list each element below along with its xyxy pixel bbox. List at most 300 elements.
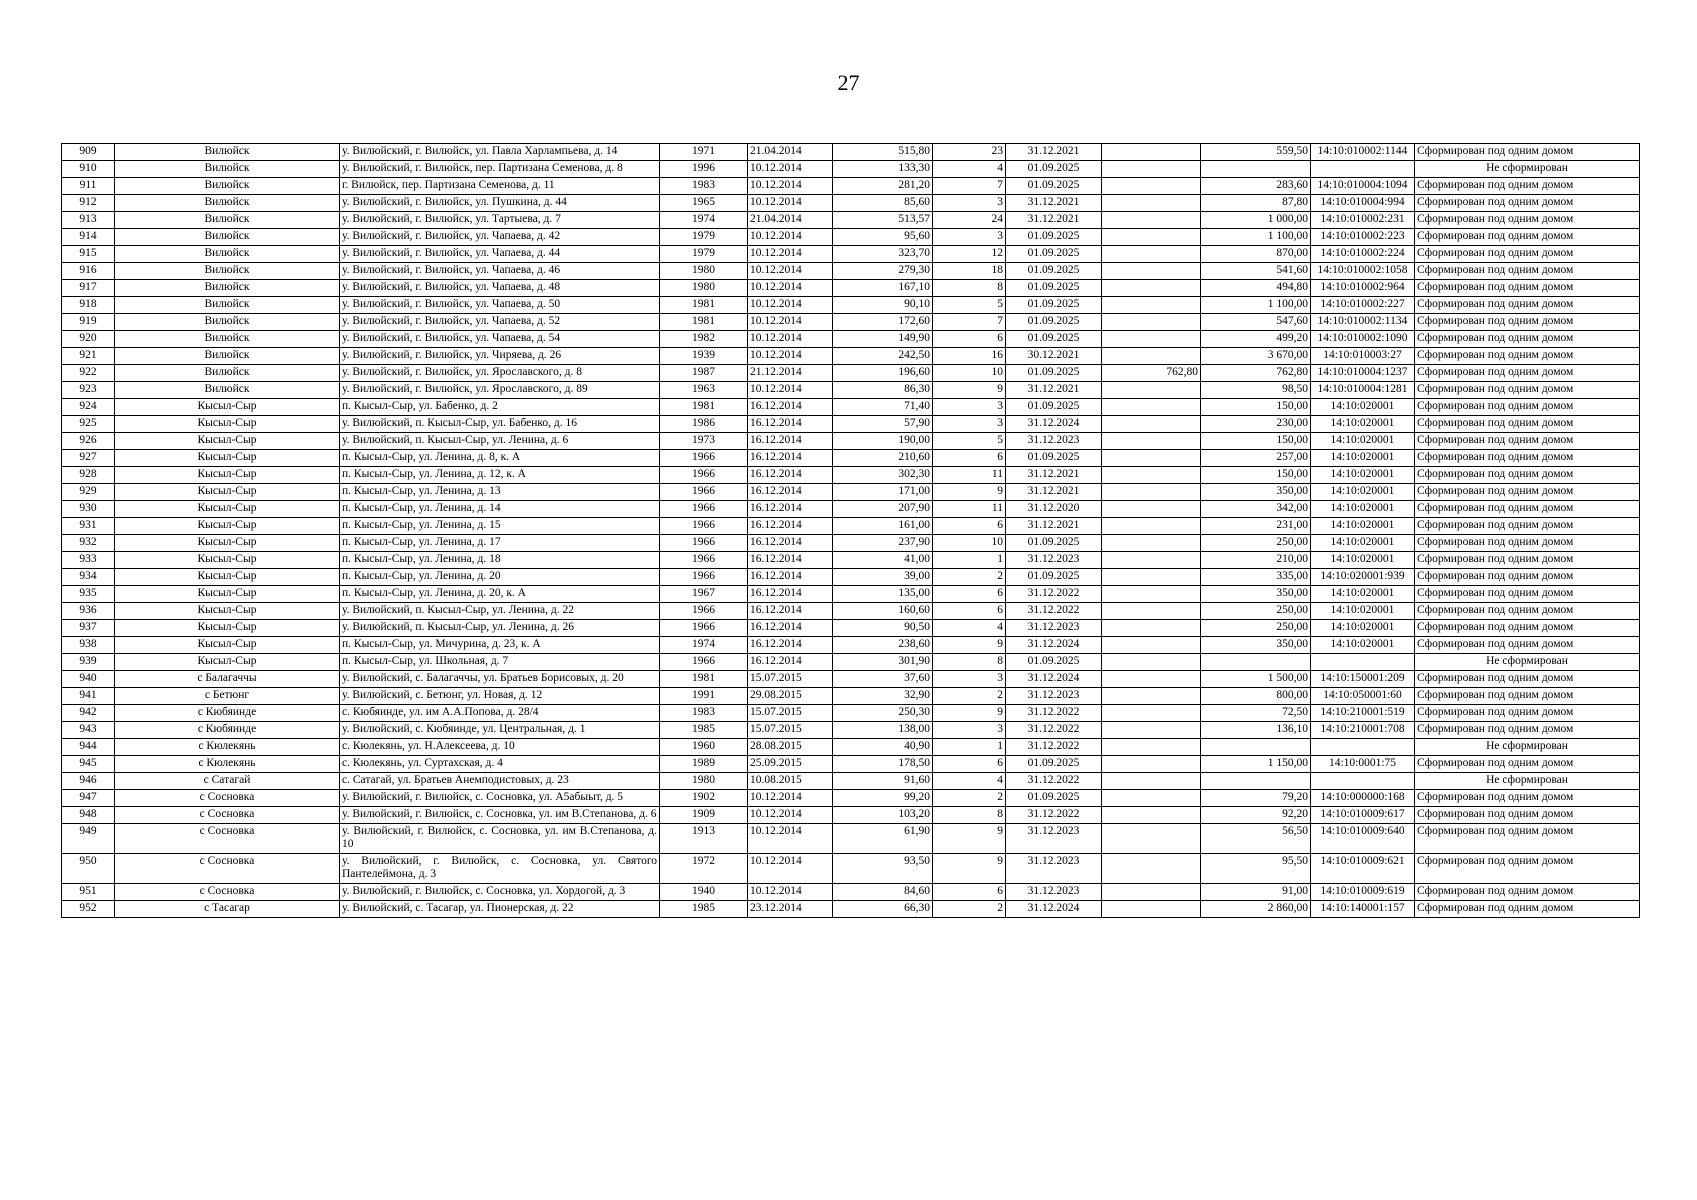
build-year-cell: 1939 bbox=[660, 348, 748, 365]
extra-area-cell bbox=[1102, 854, 1201, 884]
relocation-deadline-cell: 01.09.2025 bbox=[1006, 161, 1102, 178]
row-number-cell: 949 bbox=[62, 824, 115, 854]
row-number-cell: 952 bbox=[62, 901, 115, 918]
resident-count-cell: 7 bbox=[933, 314, 1006, 331]
extra-area-cell bbox=[1102, 518, 1201, 535]
build-year-cell: 1982 bbox=[660, 331, 748, 348]
extra-area-cell bbox=[1102, 722, 1201, 739]
row-number-cell: 948 bbox=[62, 807, 115, 824]
table-row bbox=[62, 161, 1640, 178]
land-status-cell: Сформирован под одним домом bbox=[1415, 467, 1640, 484]
resident-count-cell: 9 bbox=[933, 382, 1006, 399]
land-status-cell: Сформирован под одним домом bbox=[1415, 297, 1640, 314]
locality-cell: Вилюйск bbox=[115, 365, 340, 382]
row-number-cell: 930 bbox=[62, 501, 115, 518]
table-row bbox=[62, 790, 1640, 807]
extra-area-cell bbox=[1102, 382, 1201, 399]
extra-area-cell bbox=[1102, 620, 1201, 637]
cadastral-number-cell: 14:10:010002:223 bbox=[1311, 229, 1415, 246]
land-area-cell: 150,00 bbox=[1201, 399, 1311, 416]
land-area-cell: 230,00 bbox=[1201, 416, 1311, 433]
inclusion-date-cell: 15.07.2015 bbox=[748, 705, 833, 722]
relocation-deadline-cell: 31.12.2021 bbox=[1006, 195, 1102, 212]
address-cell: у. Вилюйский, п. Кысыл-Сыр, ул. Ленина, д. 22 bbox=[340, 603, 660, 620]
cadastral-number-cell: 14:10:020001 bbox=[1311, 416, 1415, 433]
resident-count-cell: 1 bbox=[933, 739, 1006, 756]
inclusion-date-cell: 16.12.2014 bbox=[748, 535, 833, 552]
extra-area-cell bbox=[1102, 178, 1201, 195]
locality-cell: с Сосновка bbox=[115, 790, 340, 807]
address-cell: у. Вилюйский, г. Вилюйск, ул. Чапаева, д. 52 bbox=[340, 314, 660, 331]
locality-cell: Кысыл-Сыр bbox=[115, 603, 340, 620]
inclusion-date-cell: 16.12.2014 bbox=[748, 586, 833, 603]
land-status-cell: Сформирован под одним домом bbox=[1415, 884, 1640, 901]
extra-area-cell bbox=[1102, 569, 1201, 586]
cadastral-number-cell: 14:10:010002:1058 bbox=[1311, 263, 1415, 280]
table-row bbox=[62, 263, 1640, 280]
build-year-cell: 1981 bbox=[660, 671, 748, 688]
resident-count-cell: 3 bbox=[933, 195, 1006, 212]
extra-area-cell bbox=[1102, 433, 1201, 450]
inclusion-date-cell: 15.07.2015 bbox=[748, 722, 833, 739]
living-area-cell: 37,60 bbox=[833, 671, 933, 688]
land-status-cell: Сформирован под одним домом bbox=[1415, 229, 1640, 246]
cadastral-number-cell: 14:10:010009:640 bbox=[1311, 824, 1415, 854]
resident-count-cell: 6 bbox=[933, 756, 1006, 773]
resident-count-cell: 10 bbox=[933, 365, 1006, 382]
address-cell: п. Кысыл-Сыр, ул. Ленина, д. 15 bbox=[340, 518, 660, 535]
living-area-cell: 95,60 bbox=[833, 229, 933, 246]
locality-cell: Вилюйск bbox=[115, 263, 340, 280]
build-year-cell: 1966 bbox=[660, 484, 748, 501]
table-row bbox=[62, 484, 1640, 501]
locality-cell: Вилюйск bbox=[115, 280, 340, 297]
table-row bbox=[62, 467, 1640, 484]
land-area-cell: 87,80 bbox=[1201, 195, 1311, 212]
table-row bbox=[62, 195, 1640, 212]
inclusion-date-cell: 28.08.2015 bbox=[748, 739, 833, 756]
address-cell: с. Кюлекянь, ул. Н.Алексеева, д. 10 bbox=[340, 739, 660, 756]
inclusion-date-cell: 10.12.2014 bbox=[748, 884, 833, 901]
extra-area-cell bbox=[1102, 144, 1201, 161]
build-year-cell: 1902 bbox=[660, 790, 748, 807]
build-year-cell: 1986 bbox=[660, 416, 748, 433]
table-row bbox=[62, 246, 1640, 263]
extra-area-cell bbox=[1102, 773, 1201, 790]
land-area-cell: 541,60 bbox=[1201, 263, 1311, 280]
cadastral-number-cell: 14:10:020001 bbox=[1311, 535, 1415, 552]
address-cell: п. Кысыл-Сыр, ул. Бабенко, д. 2 bbox=[340, 399, 660, 416]
extra-area-cell bbox=[1102, 705, 1201, 722]
relocation-deadline-cell: 31.12.2024 bbox=[1006, 416, 1102, 433]
resident-count-cell: 1 bbox=[933, 552, 1006, 569]
living-area-cell: 210,60 bbox=[833, 450, 933, 467]
build-year-cell: 1980 bbox=[660, 773, 748, 790]
living-area-cell: 103,20 bbox=[833, 807, 933, 824]
cadastral-number-cell: 14:10:050001:60 bbox=[1311, 688, 1415, 705]
extra-area-cell bbox=[1102, 901, 1201, 918]
inclusion-date-cell: 16.12.2014 bbox=[748, 501, 833, 518]
address-cell: у. Вилюйский, г. Вилюйск, ул. Чапаева, д. 48 bbox=[340, 280, 660, 297]
row-number-cell: 928 bbox=[62, 467, 115, 484]
resident-count-cell: 4 bbox=[933, 161, 1006, 178]
cadastral-number-cell: 14:10:020001 bbox=[1311, 433, 1415, 450]
table-row bbox=[62, 654, 1640, 671]
resident-count-cell: 4 bbox=[933, 620, 1006, 637]
land-status-cell: Сформирован под одним домом bbox=[1415, 586, 1640, 603]
cadastral-number-cell: 14:10:020001:939 bbox=[1311, 569, 1415, 586]
inclusion-date-cell: 21.04.2014 bbox=[748, 144, 833, 161]
build-year-cell: 1987 bbox=[660, 365, 748, 382]
inclusion-date-cell: 25.09.2015 bbox=[748, 756, 833, 773]
land-area-cell: 92,20 bbox=[1201, 807, 1311, 824]
locality-cell: Вилюйск bbox=[115, 331, 340, 348]
land-area-cell: 250,00 bbox=[1201, 535, 1311, 552]
build-year-cell: 1981 bbox=[660, 399, 748, 416]
land-area-cell: 350,00 bbox=[1201, 637, 1311, 654]
land-status-cell: Сформирован под одним домом bbox=[1415, 552, 1640, 569]
living-area-cell: 160,60 bbox=[833, 603, 933, 620]
cadastral-number-cell: 14:10:140001:157 bbox=[1311, 901, 1415, 918]
relocation-deadline-cell: 01.09.2025 bbox=[1006, 314, 1102, 331]
land-area-cell: 72,50 bbox=[1201, 705, 1311, 722]
extra-area-cell bbox=[1102, 399, 1201, 416]
build-year-cell: 1989 bbox=[660, 756, 748, 773]
inclusion-date-cell: 15.07.2015 bbox=[748, 671, 833, 688]
row-number-cell: 925 bbox=[62, 416, 115, 433]
table-row bbox=[62, 854, 1640, 884]
cadastral-number-cell: 14:10:210001:519 bbox=[1311, 705, 1415, 722]
land-area-cell bbox=[1201, 773, 1311, 790]
living-area-cell: 99,20 bbox=[833, 790, 933, 807]
relocation-deadline-cell: 31.12.2023 bbox=[1006, 433, 1102, 450]
resident-count-cell: 4 bbox=[933, 773, 1006, 790]
row-number-cell: 924 bbox=[62, 399, 115, 416]
cadastral-number-cell: 14:10:020001 bbox=[1311, 450, 1415, 467]
resident-count-cell: 2 bbox=[933, 790, 1006, 807]
living-area-cell: 93,50 bbox=[833, 854, 933, 884]
row-number-cell: 943 bbox=[62, 722, 115, 739]
cadastral-number-cell: 14:10:010002:1144 bbox=[1311, 144, 1415, 161]
build-year-cell: 1966 bbox=[660, 501, 748, 518]
living-area-cell: 515,80 bbox=[833, 144, 933, 161]
relocation-deadline-cell: 31.12.2023 bbox=[1006, 854, 1102, 884]
cadastral-number-cell: 14:10:020001 bbox=[1311, 637, 1415, 654]
cadastral-number-cell: 14:10:210001:708 bbox=[1311, 722, 1415, 739]
relocation-deadline-cell: 01.09.2025 bbox=[1006, 263, 1102, 280]
table-row bbox=[62, 722, 1640, 739]
land-status-cell: Не сформирован bbox=[1415, 161, 1640, 178]
cadastral-number-cell bbox=[1311, 654, 1415, 671]
living-area-cell: 41,00 bbox=[833, 552, 933, 569]
relocation-deadline-cell: 01.09.2025 bbox=[1006, 246, 1102, 263]
row-number-cell: 936 bbox=[62, 603, 115, 620]
extra-area-cell bbox=[1102, 195, 1201, 212]
land-status-cell: Сформирован под одним домом bbox=[1415, 433, 1640, 450]
locality-cell: с Сосновка bbox=[115, 884, 340, 901]
land-status-cell: Сформирован под одним домом bbox=[1415, 450, 1640, 467]
table-row bbox=[62, 535, 1640, 552]
table-row bbox=[62, 824, 1640, 854]
table-row bbox=[62, 773, 1640, 790]
address-cell: у. Вилюйский, п. Кысыл-Сыр, ул. Ленина, д. 6 bbox=[340, 433, 660, 450]
relocation-deadline-cell: 31.12.2021 bbox=[1006, 467, 1102, 484]
land-status-cell: Сформирован под одним домом bbox=[1415, 399, 1640, 416]
cadastral-number-cell: 14:10:150001:209 bbox=[1311, 671, 1415, 688]
table-row bbox=[62, 620, 1640, 637]
address-cell: п. Кысыл-Сыр, ул. Ленина, д. 17 bbox=[340, 535, 660, 552]
resident-count-cell: 9 bbox=[933, 484, 1006, 501]
cadastral-number-cell: 14:10:020001 bbox=[1311, 603, 1415, 620]
locality-cell: Вилюйск bbox=[115, 246, 340, 263]
table-row bbox=[62, 501, 1640, 518]
relocation-deadline-cell: 01.09.2025 bbox=[1006, 399, 1102, 416]
locality-cell: Вилюйск bbox=[115, 144, 340, 161]
build-year-cell: 1966 bbox=[660, 450, 748, 467]
locality-cell: Кысыл-Сыр bbox=[115, 399, 340, 416]
resident-count-cell: 6 bbox=[933, 603, 1006, 620]
land-status-cell: Сформирован под одним домом bbox=[1415, 195, 1640, 212]
address-cell: п. Кысыл-Сыр, ул. Ленина, д. 12, к. А bbox=[340, 467, 660, 484]
resident-count-cell: 11 bbox=[933, 501, 1006, 518]
land-area-cell: 79,20 bbox=[1201, 790, 1311, 807]
table-row bbox=[62, 212, 1640, 229]
build-year-cell: 1996 bbox=[660, 161, 748, 178]
living-area-cell: 84,60 bbox=[833, 884, 933, 901]
row-number-cell: 923 bbox=[62, 382, 115, 399]
row-number-cell: 910 bbox=[62, 161, 115, 178]
row-number-cell: 932 bbox=[62, 535, 115, 552]
land-area-cell: 762,80 bbox=[1201, 365, 1311, 382]
land-area-cell: 257,00 bbox=[1201, 450, 1311, 467]
inclusion-date-cell: 16.12.2014 bbox=[748, 637, 833, 654]
build-year-cell: 1913 bbox=[660, 824, 748, 854]
build-year-cell: 1966 bbox=[660, 535, 748, 552]
relocation-deadline-cell: 01.09.2025 bbox=[1006, 280, 1102, 297]
cadastral-number-cell: 14:10:020001 bbox=[1311, 399, 1415, 416]
living-area-cell: 57,90 bbox=[833, 416, 933, 433]
living-area-cell: 301,90 bbox=[833, 654, 933, 671]
inclusion-date-cell: 16.12.2014 bbox=[748, 450, 833, 467]
land-status-cell: Сформирован под одним домом bbox=[1415, 416, 1640, 433]
locality-cell: Вилюйск bbox=[115, 161, 340, 178]
resident-count-cell: 11 bbox=[933, 467, 1006, 484]
locality-cell: с Балагаччы bbox=[115, 671, 340, 688]
build-year-cell: 1940 bbox=[660, 884, 748, 901]
resident-count-cell: 5 bbox=[933, 297, 1006, 314]
living-area-cell: 40,90 bbox=[833, 739, 933, 756]
table-row bbox=[62, 807, 1640, 824]
address-cell: у. Вилюйский, г. Вилюйск, ул. Чапаева, д. 42 bbox=[340, 229, 660, 246]
extra-area-cell bbox=[1102, 501, 1201, 518]
resident-count-cell: 8 bbox=[933, 654, 1006, 671]
relocation-deadline-cell: 31.12.2024 bbox=[1006, 671, 1102, 688]
land-area-cell: 283,60 bbox=[1201, 178, 1311, 195]
extra-area-cell bbox=[1102, 263, 1201, 280]
land-status-cell: Сформирован под одним домом bbox=[1415, 212, 1640, 229]
row-number-cell: 947 bbox=[62, 790, 115, 807]
relocation-deadline-cell: 01.09.2025 bbox=[1006, 331, 1102, 348]
land-status-cell: Сформирован под одним домом bbox=[1415, 688, 1640, 705]
row-number-cell: 915 bbox=[62, 246, 115, 263]
inclusion-date-cell: 16.12.2014 bbox=[748, 569, 833, 586]
extra-area-cell bbox=[1102, 484, 1201, 501]
inclusion-date-cell: 10.12.2014 bbox=[748, 824, 833, 854]
resident-count-cell: 6 bbox=[933, 586, 1006, 603]
extra-area-cell bbox=[1102, 884, 1201, 901]
resident-count-cell: 3 bbox=[933, 399, 1006, 416]
build-year-cell: 1981 bbox=[660, 314, 748, 331]
address-cell: п. Кысыл-Сыр, ул. Ленина, д. 18 bbox=[340, 552, 660, 569]
extra-area-cell bbox=[1102, 654, 1201, 671]
living-area-cell: 323,70 bbox=[833, 246, 933, 263]
resident-count-cell: 2 bbox=[933, 901, 1006, 918]
housing-registry-table bbox=[61, 143, 1640, 918]
address-cell: п. Кысыл-Сыр, ул. Ленина, д. 14 bbox=[340, 501, 660, 518]
land-area-cell: 231,00 bbox=[1201, 518, 1311, 535]
table-row bbox=[62, 365, 1640, 382]
inclusion-date-cell: 16.12.2014 bbox=[748, 620, 833, 637]
land-status-cell: Не сформирован bbox=[1415, 739, 1640, 756]
relocation-deadline-cell: 31.12.2022 bbox=[1006, 739, 1102, 756]
row-number-cell: 951 bbox=[62, 884, 115, 901]
cadastral-number-cell: 14:10:020001 bbox=[1311, 620, 1415, 637]
land-area-cell: 2 860,00 bbox=[1201, 901, 1311, 918]
address-cell: с. Кюлекянь, ул. Суртахская, д. 4 bbox=[340, 756, 660, 773]
page-number: 27 bbox=[837, 70, 860, 95]
relocation-deadline-cell: 31.12.2022 bbox=[1006, 773, 1102, 790]
extra-area-cell bbox=[1102, 229, 1201, 246]
inclusion-date-cell: 21.12.2014 bbox=[748, 365, 833, 382]
living-area-cell: 138,00 bbox=[833, 722, 933, 739]
extra-area-cell bbox=[1102, 280, 1201, 297]
table-row bbox=[62, 518, 1640, 535]
locality-cell: Вилюйск bbox=[115, 195, 340, 212]
build-year-cell: 1985 bbox=[660, 722, 748, 739]
relocation-deadline-cell: 31.12.2023 bbox=[1006, 688, 1102, 705]
locality-cell: Кысыл-Сыр bbox=[115, 552, 340, 569]
cadastral-number-cell: 14:10:010002:227 bbox=[1311, 297, 1415, 314]
inclusion-date-cell: 10.08.2015 bbox=[748, 773, 833, 790]
relocation-deadline-cell: 31.12.2023 bbox=[1006, 824, 1102, 854]
land-area-cell: 1 000,00 bbox=[1201, 212, 1311, 229]
table-row bbox=[62, 901, 1640, 918]
row-number-cell: 921 bbox=[62, 348, 115, 365]
address-cell: у. Вилюйский, г. Вилюйск, ул. Тартыева, д. 7 bbox=[340, 212, 660, 229]
table-row bbox=[62, 671, 1640, 688]
relocation-deadline-cell: 01.09.2025 bbox=[1006, 178, 1102, 195]
inclusion-date-cell: 10.12.2014 bbox=[748, 314, 833, 331]
build-year-cell: 1965 bbox=[660, 195, 748, 212]
build-year-cell: 1967 bbox=[660, 586, 748, 603]
row-number-cell: 911 bbox=[62, 178, 115, 195]
address-cell: п. Кысыл-Сыр, ул. Школьная, д. 7 bbox=[340, 654, 660, 671]
cadastral-number-cell: 14:10:010009:617 bbox=[1311, 807, 1415, 824]
relocation-deadline-cell: 31.12.2023 bbox=[1006, 552, 1102, 569]
table-row bbox=[62, 348, 1640, 365]
table-row bbox=[62, 688, 1640, 705]
relocation-deadline-cell: 01.09.2025 bbox=[1006, 535, 1102, 552]
address-cell: у. Вилюйский, г. Вилюйск, ул. Ярославского, д. 89 bbox=[340, 382, 660, 399]
inclusion-date-cell: 10.12.2014 bbox=[748, 161, 833, 178]
living-area-cell: 238,60 bbox=[833, 637, 933, 654]
locality-cell: Вилюйск bbox=[115, 297, 340, 314]
resident-count-cell: 5 bbox=[933, 433, 1006, 450]
inclusion-date-cell: 16.12.2014 bbox=[748, 399, 833, 416]
registry-body bbox=[62, 144, 1640, 918]
row-number-cell: 919 bbox=[62, 314, 115, 331]
address-cell: у. Вилюйский, г. Вилюйск, ул. Чапаева, д. 46 bbox=[340, 263, 660, 280]
land-status-cell: Сформирован под одним домом bbox=[1415, 807, 1640, 824]
living-area-cell: 207,90 bbox=[833, 501, 933, 518]
build-year-cell: 1973 bbox=[660, 433, 748, 450]
land-area-cell: 559,50 bbox=[1201, 144, 1311, 161]
table-row bbox=[62, 331, 1640, 348]
cadastral-number-cell: 14:10:010002:964 bbox=[1311, 280, 1415, 297]
locality-cell: Кысыл-Сыр bbox=[115, 586, 340, 603]
land-area-cell: 547,60 bbox=[1201, 314, 1311, 331]
cadastral-number-cell: 14:10:010009:621 bbox=[1311, 854, 1415, 884]
locality-cell: с Кюлекянь bbox=[115, 739, 340, 756]
cadastral-number-cell: 14:10:010004:1281 bbox=[1311, 382, 1415, 399]
table-row bbox=[62, 416, 1640, 433]
land-status-cell: Не сформирован bbox=[1415, 654, 1640, 671]
build-year-cell: 1991 bbox=[660, 688, 748, 705]
locality-cell: Кысыл-Сыр bbox=[115, 416, 340, 433]
build-year-cell: 1966 bbox=[660, 654, 748, 671]
row-number-cell: 939 bbox=[62, 654, 115, 671]
build-year-cell: 1972 bbox=[660, 854, 748, 884]
extra-area-cell bbox=[1102, 807, 1201, 824]
extra-area-cell bbox=[1102, 603, 1201, 620]
table-row bbox=[62, 399, 1640, 416]
resident-count-cell: 2 bbox=[933, 688, 1006, 705]
relocation-deadline-cell: 01.09.2025 bbox=[1006, 654, 1102, 671]
land-status-cell: Сформирован под одним домом bbox=[1415, 722, 1640, 739]
land-area-cell: 136,10 bbox=[1201, 722, 1311, 739]
address-cell: п. Кысыл-Сыр, ул. Ленина, д. 20 bbox=[340, 569, 660, 586]
cadastral-number-cell: 14:10:020001 bbox=[1311, 552, 1415, 569]
land-area-cell: 350,00 bbox=[1201, 484, 1311, 501]
locality-cell: с Бетюнг bbox=[115, 688, 340, 705]
resident-count-cell: 6 bbox=[933, 331, 1006, 348]
row-number-cell: 937 bbox=[62, 620, 115, 637]
row-number-cell: 927 bbox=[62, 450, 115, 467]
land-area-cell: 91,00 bbox=[1201, 884, 1311, 901]
locality-cell: Кысыл-Сыр bbox=[115, 535, 340, 552]
relocation-deadline-cell: 31.12.2021 bbox=[1006, 212, 1102, 229]
address-cell: с. Кюбяинде, ул. им А.А.Попова, д. 28/4 bbox=[340, 705, 660, 722]
inclusion-date-cell: 21.04.2014 bbox=[748, 212, 833, 229]
relocation-deadline-cell: 01.09.2025 bbox=[1006, 297, 1102, 314]
address-cell: у. Вилюйский, г. Вилюйск, пер. Партизана Семенова, д. 8 bbox=[340, 161, 660, 178]
locality-cell: с Сатагай bbox=[115, 773, 340, 790]
address-cell: п. Кысыл-Сыр, ул. Ленина, д. 8, к. А bbox=[340, 450, 660, 467]
extra-area-cell bbox=[1102, 790, 1201, 807]
living-area-cell: 281,20 bbox=[833, 178, 933, 195]
land-area-cell: 250,00 bbox=[1201, 603, 1311, 620]
inclusion-date-cell: 16.12.2014 bbox=[748, 433, 833, 450]
relocation-deadline-cell: 31.12.2020 bbox=[1006, 501, 1102, 518]
relocation-deadline-cell: 31.12.2021 bbox=[1006, 484, 1102, 501]
extra-area-cell bbox=[1102, 688, 1201, 705]
land-area-cell: 3 670,00 bbox=[1201, 348, 1311, 365]
land-status-cell: Не сформирован bbox=[1415, 773, 1640, 790]
table-row bbox=[62, 884, 1640, 901]
inclusion-date-cell: 16.12.2014 bbox=[748, 603, 833, 620]
living-area-cell: 513,57 bbox=[833, 212, 933, 229]
row-number-cell: 912 bbox=[62, 195, 115, 212]
